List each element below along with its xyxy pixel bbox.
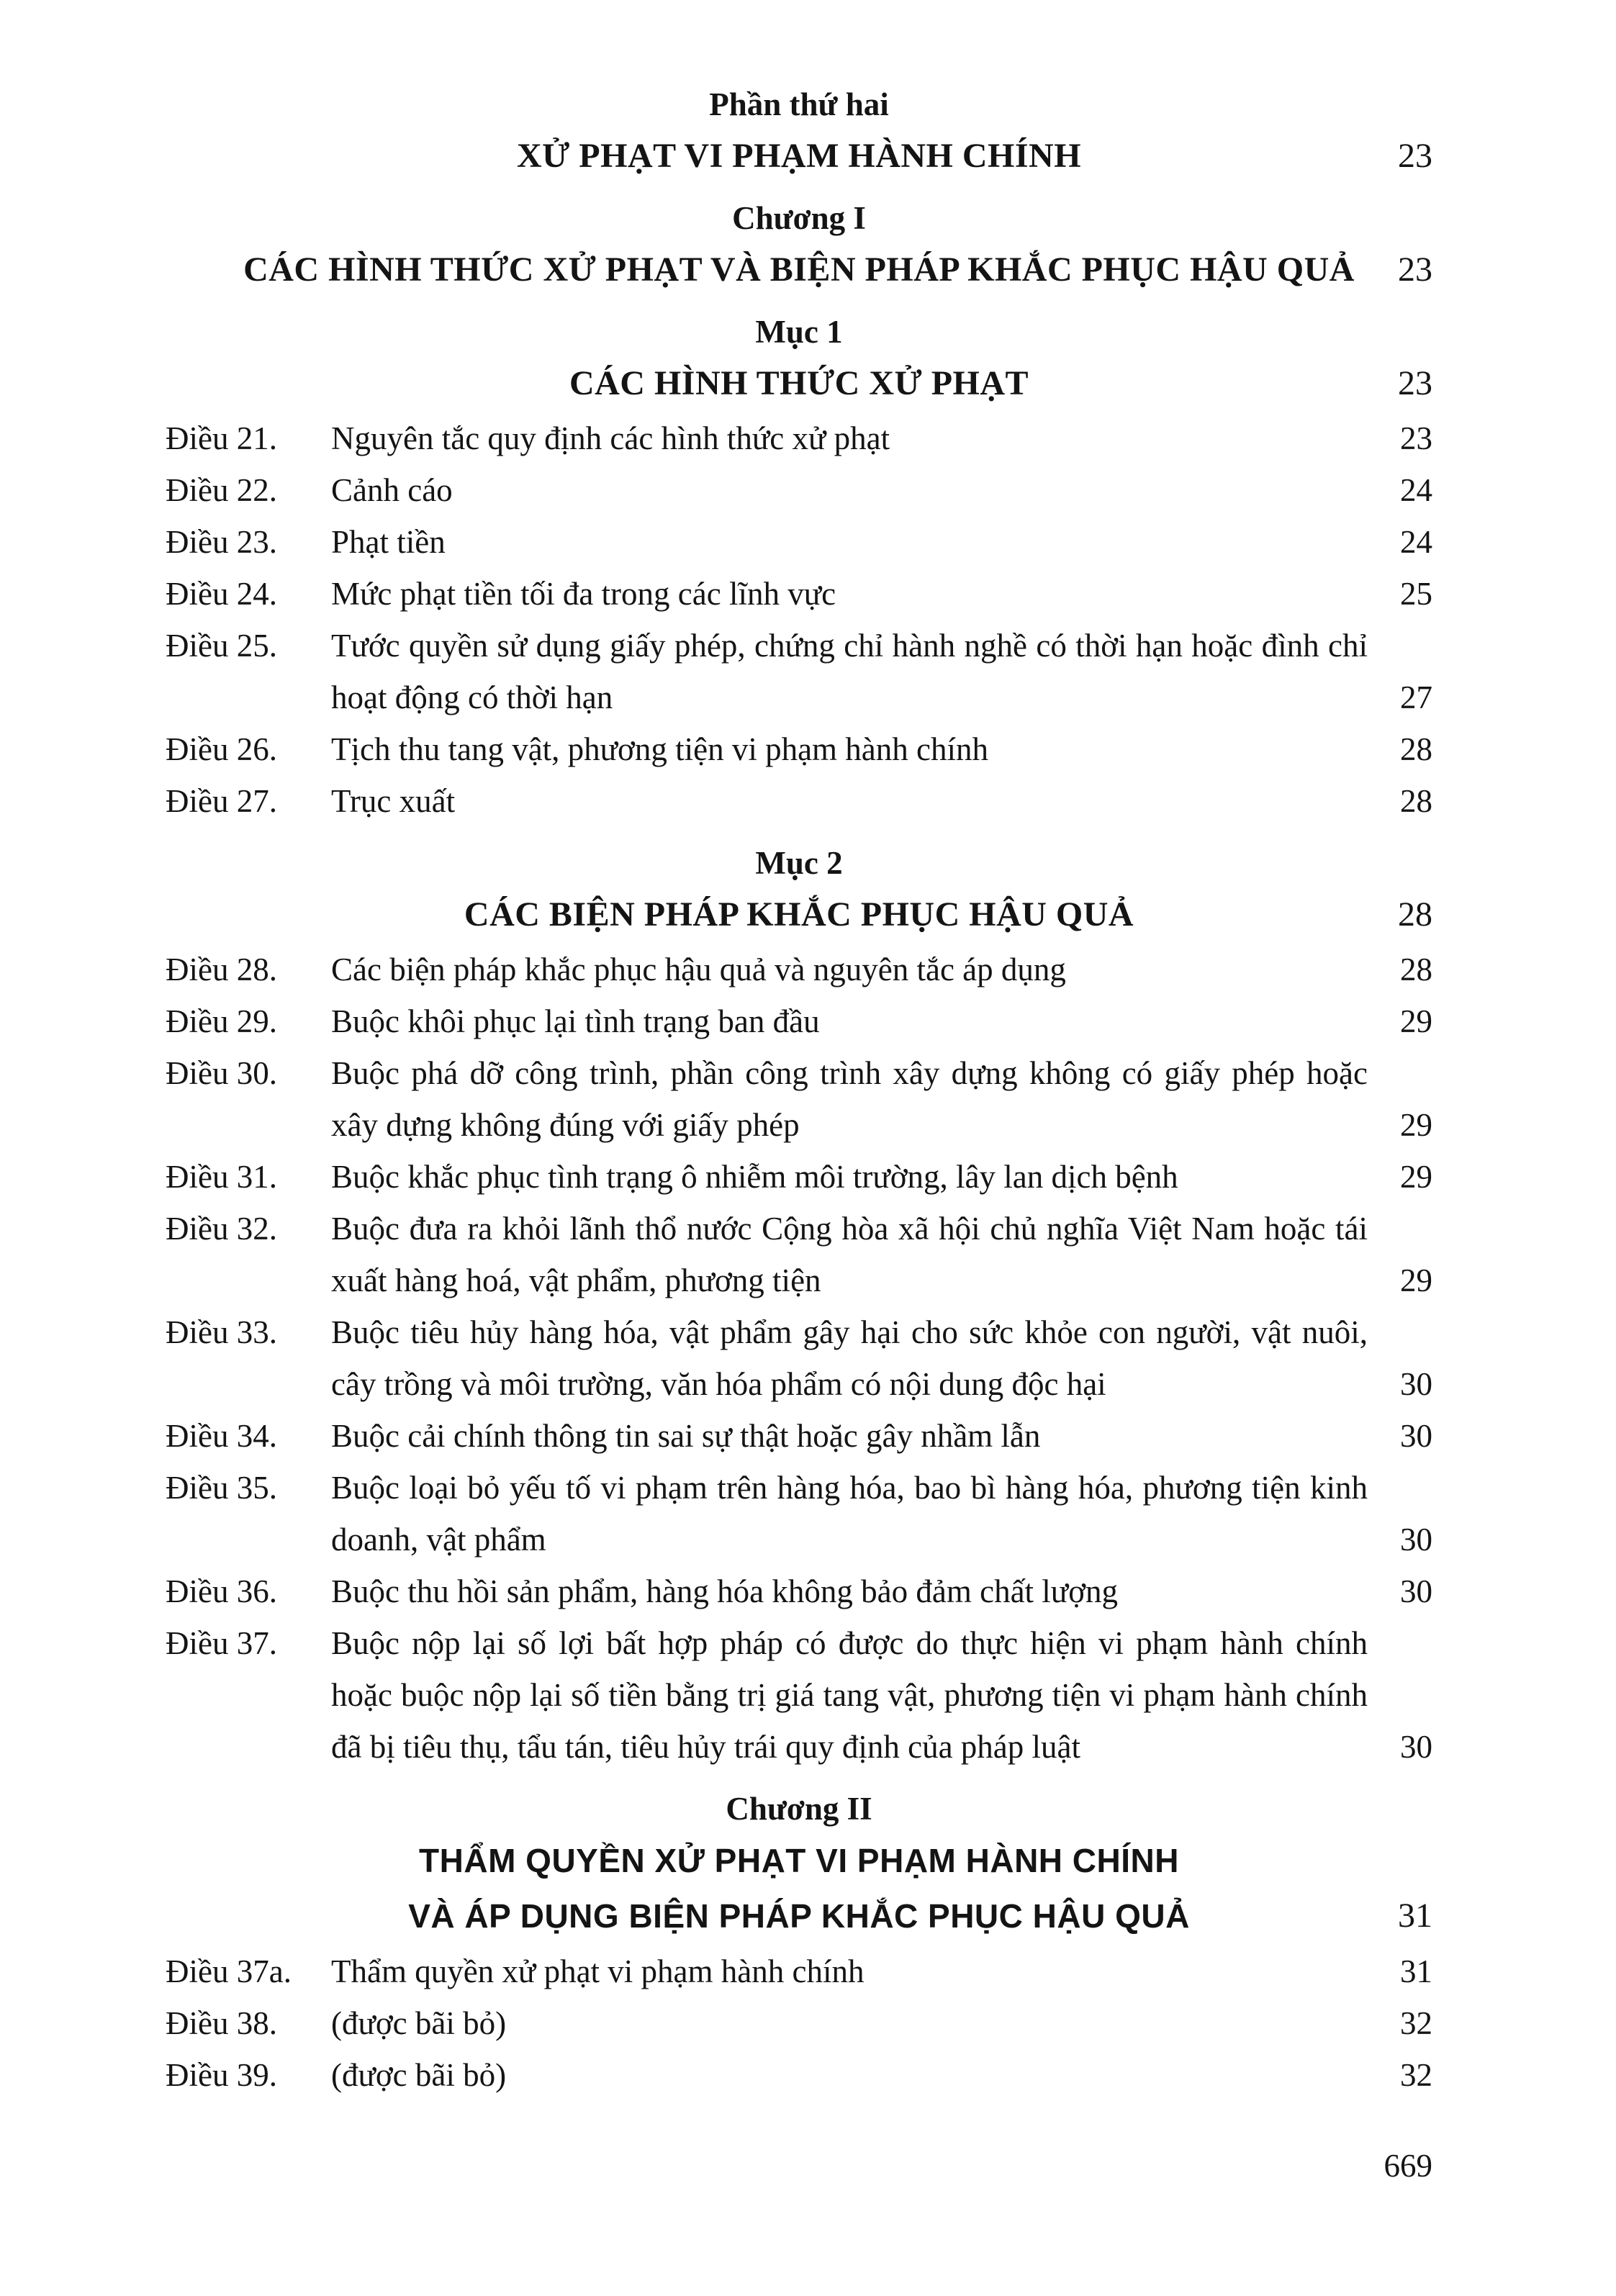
entry-title: Buộc loại bỏ yếu tố vi phạm trên hàng hóa, bao bì hàng hóa, phương tiện kinh doanh, vật phẩm	[331, 1470, 1368, 1558]
toc-entry-row	[166, 464, 1432, 516]
toc-heading-row	[166, 1890, 1432, 1943]
entry-title: Phạt tiền	[331, 524, 446, 560]
entry-page-number: 27	[1400, 679, 1432, 715]
entry-article-label: Điều 38.	[166, 2005, 277, 2041]
entry-article-label: Điều 35.	[166, 1470, 277, 1506]
toc-entry-row	[166, 1410, 1432, 1462]
entry-page-column	[1389, 944, 1432, 995]
entry-page-column	[1389, 1151, 1432, 1203]
toc-entry-row	[166, 1565, 1432, 1617]
entry-page-number: 31	[1400, 1953, 1432, 1989]
toc-heading-row	[166, 1835, 1432, 1887]
entry-page-column	[1389, 1203, 1432, 1306]
toc-entry-row	[166, 412, 1432, 464]
entry-page-column	[1389, 1565, 1432, 1617]
entry-article-label: Điều 39.	[166, 2057, 277, 2093]
entry-page-number: 30	[1400, 1366, 1432, 1402]
entry-page-column	[1389, 568, 1432, 620]
entry-page-column	[1389, 1997, 1432, 2049]
toc-entry-row	[166, 1306, 1432, 1410]
entry-title: Buộc khắc phục tình trạng ô nhiễm môi trường, lây lan dịch bệnh	[331, 1159, 1178, 1195]
entry-page-number: 29	[1400, 1003, 1432, 1039]
heading-page-number: 31	[1398, 1897, 1432, 1935]
entry-article-label: Điều 25.	[166, 628, 277, 664]
heading-page-number: 28	[1398, 895, 1432, 934]
entry-page-column	[1389, 1410, 1432, 1462]
entry-article-label: Điều 32.	[166, 1211, 277, 1247]
entry-article-label: Điều 22.	[166, 472, 277, 508]
toc-list	[166, 78, 1432, 2101]
entry-article-label: Điều 28.	[166, 952, 277, 987]
entry-page-number: 24	[1400, 472, 1432, 508]
entry-page-column	[1389, 723, 1432, 775]
entry-page-column	[1389, 1462, 1432, 1565]
entry-page-number: 28	[1400, 731, 1432, 767]
entry-page-number: 30	[1400, 1729, 1432, 1765]
entry-article-label: Điều 29.	[166, 1003, 277, 1039]
entry-page-number: 29	[1400, 1262, 1432, 1298]
entry-article-label: Điều 34.	[166, 1418, 277, 1454]
entry-title: Buộc thu hồi sản phẩm, hàng hóa không bảo đảm chất lượng	[331, 1573, 1118, 1609]
entry-title: Thẩm quyền xử phạt vi phạm hành chính	[331, 1953, 865, 1989]
toc-entry-row	[166, 516, 1432, 568]
entry-page-column	[1389, 464, 1432, 516]
page-footer	[1384, 2140, 1433, 2192]
heading-page-number: 23	[1398, 364, 1432, 402]
heading-text: Phần thứ hai	[709, 86, 889, 122]
entry-title: Buộc đưa ra khỏi lãnh thổ nước Cộng hòa xã hội chủ nghĩa Việt Nam hoặc tái xuất hàng hoá, vật phẩm, phương tiện	[331, 1211, 1368, 1298]
toc-entry-row	[166, 944, 1432, 995]
entry-title: Trục xuất	[331, 783, 456, 819]
toc-entry-row	[166, 1203, 1432, 1306]
entry-page-column	[1389, 516, 1432, 568]
entry-title: (được bãi bỏ)	[331, 2057, 507, 2093]
toc-entry-row	[166, 1462, 1432, 1565]
entry-page-column	[1389, 1306, 1432, 1410]
entry-page-column	[1389, 412, 1432, 464]
entry-title: Buộc khôi phục lại tình trạng ban đầu	[331, 1003, 820, 1039]
toc-heading-row	[166, 837, 1432, 889]
entry-page-column	[1389, 2049, 1432, 2101]
toc-heading-row	[166, 889, 1432, 941]
toc-entry-row	[166, 2049, 1432, 2101]
entry-page-number: 28	[1400, 783, 1432, 819]
toc-entry-row	[166, 775, 1432, 827]
toc-heading-row	[166, 244, 1432, 296]
entry-article-label: Điều 36.	[166, 1573, 277, 1609]
toc-entry-row	[166, 723, 1432, 775]
entry-page-number: 29	[1400, 1107, 1432, 1143]
toc-entry-row	[166, 1997, 1432, 2049]
heading-text: Chương II	[726, 1791, 872, 1827]
heading-text: Mục 1	[755, 314, 843, 350]
entry-article-label: Điều 31.	[166, 1159, 277, 1195]
toc-entry-row	[166, 620, 1432, 723]
entry-title: Nguyên tắc quy định các hình thức xử phạt	[331, 420, 890, 456]
entry-title: Tịch thu tang vật, phương tiện vi phạm hành chính	[331, 731, 989, 767]
entry-page-number: 30	[1400, 1418, 1432, 1454]
entry-title: Các biện pháp khắc phục hậu quả và nguyên tắc áp dụng	[331, 952, 1066, 987]
entry-article-label: Điều 37.	[166, 1625, 277, 1661]
entry-page-number: 28	[1400, 952, 1432, 987]
entry-article-label: Điều 21.	[166, 420, 277, 456]
heading-text: Mục 2	[755, 845, 843, 881]
toc-entry-row	[166, 568, 1432, 620]
heading-text: VÀ ÁP DỤNG BIỆN PHÁP KHẮC PHỤC HẬU QUẢ	[408, 1897, 1190, 1935]
entry-article-label: Điều 26.	[166, 731, 277, 767]
entry-page-column	[1389, 1047, 1432, 1151]
entry-title: Buộc nộp lại số lợi bất hợp pháp có được do thực hiện vi phạm hành chính hoặc buộc nộp lại số tiền bằng trị giá tang vật, phương tiện vi phạm hành chính đã bị tiêu thụ, tẩu tán, tiêu hủy trái quy định của pháp luật	[331, 1625, 1368, 1765]
entry-page-column	[1389, 620, 1432, 723]
heading-text: CÁC HÌNH THỨC XỬ PHẠT	[569, 364, 1029, 402]
entry-article-label: Điều 37a.	[166, 1953, 292, 1989]
toc-heading-row	[166, 306, 1432, 358]
entry-page-number: 32	[1400, 2005, 1432, 2041]
toc-heading-row	[166, 78, 1432, 130]
entry-page-column	[1389, 775, 1432, 827]
heading-text: CÁC BIỆN PHÁP KHẮC PHỤC HẬU QUẢ	[464, 895, 1134, 934]
heading-text: THẨM QUYỀN XỬ PHẠT VI PHẠM HÀNH CHÍNH	[419, 1842, 1179, 1879]
entry-title: Mức phạt tiền tối đa trong các lĩnh vực	[331, 576, 836, 612]
entry-title: Tước quyền sử dụng giấy phép, chứng chỉ hành nghề có thời hạn hoặc đình chỉ hoạt động có thời hạn	[331, 628, 1368, 715]
entry-title: Buộc tiêu hủy hàng hóa, vật phẩm gây hại cho sức khỏe con người, vật nuôi, cây trồng và môi trường, văn hóa phẩm có nội dung độc hại	[331, 1314, 1368, 1402]
heading-text: Chương I	[732, 200, 866, 236]
toc-entry-row	[166, 1151, 1432, 1203]
entry-page-number: 30	[1400, 1522, 1432, 1558]
entry-title: Buộc cải chính thông tin sai sự thật hoặc gây nhầm lẫn	[331, 1418, 1041, 1454]
entry-article-label: Điều 33.	[166, 1314, 277, 1350]
entry-page-number: 29	[1400, 1159, 1432, 1195]
toc-heading-row	[166, 358, 1432, 410]
entry-article-label: Điều 23.	[166, 524, 277, 560]
heading-page-number: 23	[1398, 137, 1432, 175]
entry-title: Buộc phá dỡ công trình, phần công trình xây dựng không có giấy phép hoặc xây dựng không đúng với giấy phép	[331, 1055, 1368, 1143]
entry-page-column	[1389, 1617, 1432, 1773]
toc-entry-row	[166, 995, 1432, 1047]
entry-article-label: Điều 30.	[166, 1055, 277, 1091]
heading-text: CÁC HÌNH THỨC XỬ PHẠT VÀ BIỆN PHÁP KHẮC PHỤC HẬU QUẢ	[243, 250, 1355, 289]
entry-page-column	[1389, 1945, 1432, 1997]
toc-heading-row	[166, 130, 1432, 182]
entry-page-number: 23	[1400, 420, 1432, 456]
toc-entry-row	[166, 1617, 1432, 1773]
folio-page-number: 669	[1383, 2148, 1432, 2184]
toc-entry-row	[166, 1945, 1432, 1997]
entry-title: (được bãi bỏ)	[331, 2005, 507, 2041]
heading-text: XỬ PHẠT VI PHẠM HÀNH CHÍNH	[516, 137, 1082, 175]
entry-title: Cảnh cáo	[331, 472, 453, 508]
entry-article-label: Điều 24.	[166, 576, 277, 612]
entry-page-column	[1389, 995, 1432, 1047]
entry-article-label: Điều 27.	[166, 783, 277, 819]
entry-page-number: 32	[1400, 2057, 1432, 2093]
entry-page-number: 24	[1400, 524, 1432, 560]
heading-page-number: 23	[1398, 250, 1432, 289]
entry-page-number: 30	[1400, 1573, 1432, 1609]
toc-heading-row	[166, 192, 1432, 244]
toc-entry-row	[166, 1047, 1432, 1151]
entry-page-number: 25	[1400, 576, 1432, 612]
toc-heading-row	[166, 1783, 1432, 1835]
